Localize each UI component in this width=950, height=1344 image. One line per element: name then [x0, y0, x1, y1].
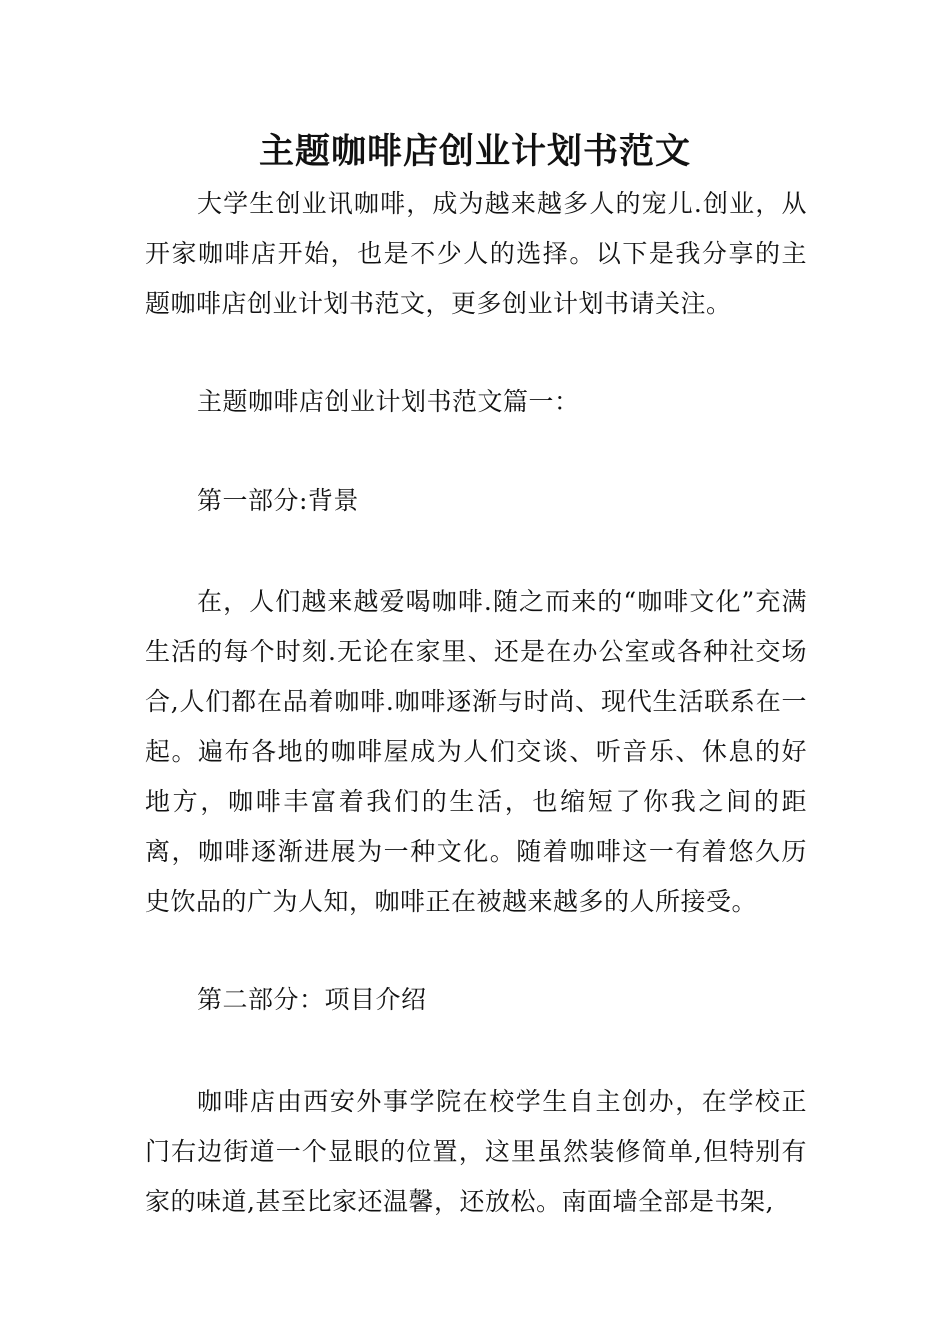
- part2-paragraph: 咖啡店由西安外事学院在校学生自主创办，在学校正门右边街道一个显眼的位置，这里虽然装修简单,但特别有家的味道,甚至比家还温馨，还放松。南面墙全部是书架,: [145, 1087, 807, 1216]
- intro-paragraph: 大学生创业讯咖啡，成为越来越多人的宠儿.创业，从开家咖啡店开始，也是不少人的选择。以下是我分享的主题咖啡店创业计划书范文，更多创业计划书请关注。: [145, 189, 807, 318]
- part1-paragraph: 在，人们越来越爱喝咖啡.随之而来的“咖啡文化”充满生活的每个时刻.无论在家里、还是在办公室或各种社交场合,人们都在品着咖啡.咖啡逐渐与时尚、现代生活联系在一起。遍布各地的咖啡屋成为人们交谈、听音乐、休息的好地方，咖啡丰富着我们的生活，也缩短了你我之间的距离，咖啡逐渐进展为一种文化。随着咖啡这一有着悠久历史饮品的广为人知，咖啡正在被越来越多的人所接受。: [145, 587, 807, 916]
- part1-heading: 第一部分:背景: [197, 486, 359, 515]
- section-subtitle: 主题咖啡店创业计划书范文篇一：: [197, 387, 580, 416]
- part2-heading: 第二部分：项目介绍: [197, 985, 427, 1014]
- document-title: 主题咖啡店创业计划书范文: [258, 131, 691, 172]
